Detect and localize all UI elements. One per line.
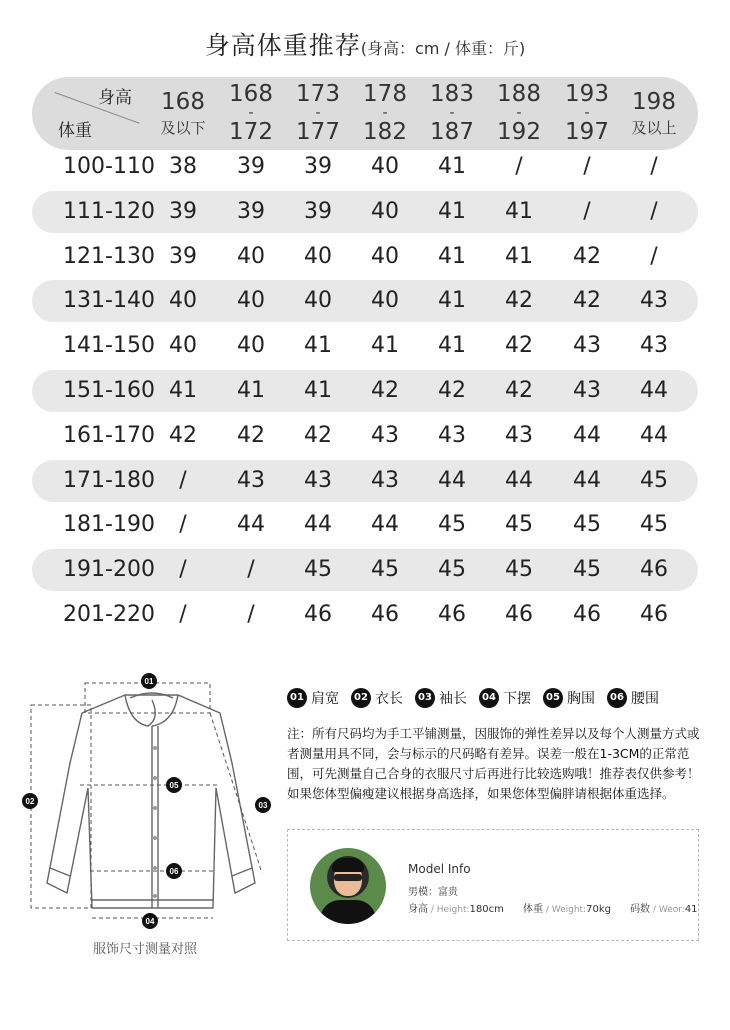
size-cell: /: [650, 243, 658, 269]
size-cell: 46: [573, 602, 601, 627]
model-weight-label: 体重: [522, 904, 543, 915]
size-cell: 44: [438, 467, 466, 493]
legend-label: 衣长: [375, 691, 403, 707]
size-cell: 43: [371, 467, 399, 493]
legend-number-badge: 04: [479, 688, 499, 708]
size-cell: 45: [640, 467, 668, 493]
size-cell: 40: [371, 243, 399, 269]
size-cell: 42: [237, 422, 265, 448]
table-row: [32, 549, 698, 591]
size-cell: 45: [371, 557, 399, 583]
size-cell: 38: [169, 154, 197, 179]
size-cell: 41: [371, 333, 399, 359]
size-cell: 42: [505, 378, 533, 403]
row-weight: 121-130: [63, 243, 155, 269]
size-cell: 40: [371, 154, 399, 179]
size-cell: 46: [438, 602, 466, 627]
legend-number-badge: 06: [607, 688, 627, 708]
header-col-7: [623, 88, 685, 138]
table-row: [32, 460, 698, 502]
size-cell: /: [583, 198, 591, 224]
measurement-legend: [287, 688, 665, 708]
model-info-card: [287, 829, 699, 941]
size-cell: 39: [304, 198, 332, 224]
marker-03-label: 03: [258, 801, 268, 810]
table-row: [32, 415, 698, 457]
page-title: [0, 26, 730, 62]
model-weight-value: 70kg: [586, 904, 611, 915]
header-col-bottom: 197: [565, 119, 609, 145]
shirt-buttons: [153, 746, 157, 898]
legend-item: [287, 688, 339, 708]
legend-item: [415, 688, 467, 708]
header-col-top: 168: [229, 81, 273, 107]
table-row: [32, 370, 698, 412]
size-cell: 43: [237, 467, 265, 493]
model-weight-en: / Weight:: [542, 905, 587, 915]
sunglasses-icon: [334, 874, 362, 881]
size-cell: 42: [573, 243, 601, 269]
size-cell: 44: [573, 467, 601, 493]
legend-number-badge: 01: [287, 688, 307, 708]
size-cell: 40: [237, 333, 265, 359]
header-col-bottom: 及以下: [160, 119, 206, 137]
header-col-top: 168: [161, 89, 205, 115]
size-cell: 40: [169, 333, 197, 359]
size-cell: 40: [371, 288, 399, 314]
size-cell: 41: [304, 378, 332, 403]
legend-number-badge: 05: [543, 688, 563, 708]
size-cell: 40: [304, 288, 332, 314]
size-cell: 41: [237, 378, 265, 403]
header-col-dash: -: [584, 105, 590, 121]
header-col-top: 183: [430, 81, 474, 107]
size-cell: 39: [169, 198, 197, 224]
diagram-caption: 服饰尺寸测量对照: [92, 942, 197, 957]
size-cell: 43: [640, 288, 668, 314]
size-cell: 39: [169, 243, 197, 269]
shirt-measurement-diagram: [20, 668, 280, 933]
marker-05-label: 05: [169, 781, 179, 790]
size-cell: 42: [438, 378, 466, 403]
size-cell: /: [179, 467, 187, 493]
size-cell: /: [179, 557, 187, 583]
row-weight: 181-190: [63, 512, 155, 538]
size-cell: 46: [371, 602, 399, 627]
size-cell: /: [247, 602, 255, 627]
size-cell: 39: [237, 198, 265, 224]
model-size-en: / Weor:: [650, 905, 685, 915]
size-cell: 41: [438, 198, 466, 224]
row-weight: 141-150: [63, 333, 155, 359]
table-row: [32, 325, 698, 367]
legend-label: 胸围: [567, 691, 595, 707]
sleeve-guide: [210, 713, 262, 873]
header-col-5: [488, 80, 550, 146]
title-main: 身高体重推荐: [204, 31, 361, 60]
table-row: [32, 191, 698, 233]
header-col-top: 188: [497, 81, 541, 107]
size-cell: 45: [438, 512, 466, 538]
header-col-dash: -: [516, 105, 522, 121]
legend-item: [479, 688, 531, 708]
legend-number-badge: 03: [415, 688, 435, 708]
row-weight: 151-160: [63, 378, 155, 403]
header-col-4: [421, 80, 483, 146]
header-col-2: [287, 80, 349, 146]
row-weight: 171-180: [63, 467, 155, 493]
header-col-1: [220, 80, 282, 146]
size-cell: /: [247, 557, 255, 583]
header-col-bottom: 182: [363, 119, 407, 145]
size-cell: /: [650, 198, 658, 224]
size-cell: 40: [237, 288, 265, 314]
header-col-dash: -: [382, 105, 388, 121]
size-cell: 44: [640, 422, 668, 448]
legend-item: [607, 688, 659, 708]
size-cell: 42: [505, 288, 533, 314]
size-cell: 41: [438, 333, 466, 359]
legend-item: [543, 688, 595, 708]
size-cell: 46: [505, 602, 533, 627]
size-cell: 41: [438, 154, 466, 179]
row-weight: 111-120: [63, 198, 155, 224]
marker-01-label: 01: [144, 677, 154, 686]
row-weight: 100-110: [63, 154, 155, 179]
table-row: [32, 280, 698, 322]
marker-02-label: 02: [25, 797, 35, 806]
shirt-outline: [47, 695, 255, 908]
size-cell: 45: [640, 512, 668, 538]
legend-number-badge: 02: [351, 688, 371, 708]
header-height-label: 身高: [98, 88, 132, 108]
legend-label: 肩宽: [311, 691, 339, 707]
header-col-top: 198: [632, 89, 676, 115]
table-row: [32, 236, 698, 278]
size-cell: 41: [438, 243, 466, 269]
size-cell: 44: [371, 512, 399, 538]
header-col-dash: -: [315, 105, 321, 121]
model-size-label: 码数: [630, 904, 651, 915]
size-cell: 45: [438, 557, 466, 583]
size-cell: 40: [371, 198, 399, 224]
size-cell: 42: [573, 288, 601, 314]
size-cell: 45: [505, 512, 533, 538]
size-cell: 43: [505, 422, 533, 448]
shirt-collar: [125, 695, 178, 726]
header-col-top: 178: [363, 81, 407, 107]
size-cell: 45: [304, 557, 332, 583]
table-row: [32, 504, 698, 546]
size-cell: 44: [304, 512, 332, 538]
size-cell: 46: [304, 602, 332, 627]
size-cell: 46: [640, 602, 668, 627]
header-col-bottom: 177: [296, 119, 340, 145]
row-weight: 201-220: [63, 602, 155, 627]
size-cell: 40: [304, 243, 332, 269]
size-cell: 43: [640, 333, 668, 359]
size-cell: /: [650, 154, 658, 179]
marker-06-label: 06: [169, 867, 179, 876]
model-size-value: 41: [684, 904, 698, 915]
size-cell: 46: [640, 557, 668, 583]
legend-label: 袖长: [439, 691, 467, 707]
size-cell: 41: [438, 288, 466, 314]
header-col-3: [354, 80, 416, 146]
size-cell: 41: [505, 198, 533, 224]
marker-04-label: 04: [145, 917, 155, 926]
size-cell: 45: [505, 557, 533, 583]
size-cell: 43: [371, 422, 399, 448]
legend-label: 腰围: [631, 691, 659, 707]
header-col-bottom: 172: [229, 119, 273, 145]
header-col-bottom: 及以上: [631, 119, 677, 137]
header-col-0: [152, 88, 214, 138]
header-col-top: 193: [565, 81, 609, 107]
header-weight-label: 体重: [58, 121, 92, 141]
size-cell: 45: [573, 512, 601, 538]
size-cell: 42: [169, 422, 197, 448]
size-cell: 44: [640, 378, 668, 403]
size-cell: 44: [573, 422, 601, 448]
size-cell: 43: [304, 467, 332, 493]
title-units: (身高：cm / 体重：斤): [360, 39, 526, 58]
size-cell: /: [179, 602, 187, 627]
size-cell: /: [583, 154, 591, 179]
row-weight: 161-170: [63, 422, 155, 448]
model-avatar: [310, 848, 386, 924]
size-cell: 40: [237, 243, 265, 269]
model-height-label: 身高: [408, 904, 428, 915]
header-col-dash: -: [449, 105, 455, 121]
header-col-bottom: 192: [497, 119, 541, 145]
size-cell: 45: [573, 557, 601, 583]
size-note: 注：所有尺码均为手工平铺测量，因服饰的弹性差异以及每个人测量方式或者测量用具不同，会与标示的尺码略有差异。误差一般在1-3CM的正常范围，可先测量自己合身的衣服尺寸后再进行比较选购哦！推荐表仅供参考！如果您体型偏瘦建议根据身高选择，如果您体型偏胖请根据体重选择。: [287, 726, 700, 801]
header-col-6: [556, 80, 618, 146]
size-cell: 39: [237, 154, 265, 179]
size-cell: 42: [505, 333, 533, 359]
model-height-value: 180cm: [469, 904, 504, 915]
row-weight: 191-200: [63, 557, 155, 583]
size-cell: 41: [304, 333, 332, 359]
size-cell: 40: [169, 288, 197, 314]
size-cell: 42: [304, 422, 332, 448]
model-name: 男模：富贵: [408, 887, 458, 898]
model-stats: [408, 900, 698, 915]
size-cell: 41: [505, 243, 533, 269]
legend-item: [351, 688, 403, 708]
model-info-title: Model Info: [408, 862, 471, 876]
table-row: [32, 146, 698, 188]
size-cell: /: [515, 154, 523, 179]
size-cell: 44: [505, 467, 533, 493]
row-weight: 131-140: [63, 288, 155, 314]
size-cell: 43: [573, 378, 601, 403]
model-height-en: / Height:: [428, 905, 470, 915]
size-cell: /: [179, 512, 187, 538]
size-cell: 41: [169, 378, 197, 403]
header-col-bottom: 187: [430, 119, 474, 145]
size-cell: 42: [371, 378, 399, 403]
size-cell: 44: [237, 512, 265, 538]
table-row: [32, 594, 698, 636]
header-col-dash: -: [248, 105, 254, 121]
size-cell: 43: [438, 422, 466, 448]
size-cell: 39: [304, 154, 332, 179]
header-col-top: 173: [296, 81, 340, 107]
size-cell: 43: [573, 333, 601, 359]
legend-label: 下摆: [503, 691, 531, 707]
